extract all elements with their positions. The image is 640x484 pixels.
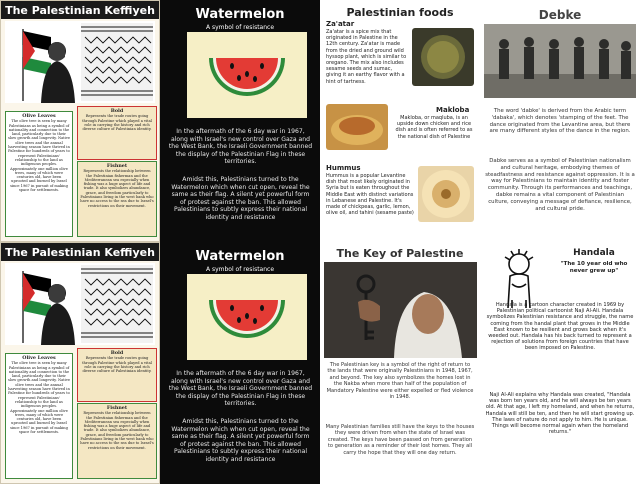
watermelon-illustration-2 — [187, 274, 307, 360]
keffiyeh-title-2: The Palestinian Keffiyeh — [5, 245, 155, 259]
foods-card — [320, 0, 480, 242]
makloba-text: Makloba, or maqluba, is an upside down chicken and rice dish and is often referred to as the national dish of Palestine — [395, 115, 473, 140]
keffiyeh-title: The Palestinian Keffiyeh — [5, 3, 155, 17]
watermelon-para-1: In the aftermath of the 6 day war in 1967, along with Israel's new control over Gaza and the West Bank, the Israeli Government banned the display of the Palestinian Flag in these territories. — [168, 128, 313, 166]
watermelon-title-2: Watermelon — [195, 249, 285, 264]
foods-title: Palestinian foods — [346, 6, 454, 19]
key-para-1: The Palestinian key is a symbol of the right of return to the lands that were originally Palestinians in 1948, 1967, and beyond. The key also symbolizes the homes lost in the Nakba when more than half of the population of Mandatory Palestine were either expelled or fled violence in 1948. — [326, 362, 474, 401]
key-title: The Key of Palestine — [336, 247, 464, 260]
keffiyeh-pattern-icon-2 — [81, 265, 153, 343]
zaatar-text: Za'atar is a spice mix that originated in Palestine in the 12th century. Za'atar is made from the dried and ground wild hyssop plant, which is similar to oregano. The mix also includes sesame seeds and sumac, giving it an earthy flavor with a hint of tartness. — [326, 29, 407, 85]
keffiyeh-illustration — [5, 21, 155, 103]
debke-para-2: Dabke serves as a symbol of Palestinian nationalism and cultural heritage, embodying themes of steadfastness and resistance against oppression. It is a way for Palestinians to maintain identity and foster community. Through its performances and teachings, dabke remains a vital component of Palestinian culture, conveying a message of defiance, resilience, and cultural pride. — [485, 158, 635, 212]
olive-title-2: Olive Leaves — [22, 355, 56, 361]
olive-leaves-box — [5, 111, 73, 237]
hummus-title: Hummus — [326, 164, 361, 172]
hummus-plate-icon — [418, 166, 474, 222]
debke-para-1: The word 'dabke' is derived from the Arabic term 'dabaka', which denotes 'stamping of the feet. The dance originated from the Levantine area, but there are many different styles of the dance in the region. — [489, 108, 631, 135]
watermelon-para-2: Amidst this, Palestinians turned to the Watermelon which when cut open, reveal the same as their flag. A silent yet powerful form of protest against the ban. This allowed Palestinians to subtly express their national identity and resistance — [171, 176, 310, 221]
hummus-image — [418, 166, 474, 222]
rice-dish-icon — [326, 104, 388, 150]
handala-card — [480, 242, 640, 484]
watermelon-icon — [187, 32, 307, 118]
fishnet-text: Represents the relationship between the Palestinian fisherman and the Mediterranean sea especially when fishing was a huge aspect of life and trade. It also symbolizes abundance, grace, and freedom particularly to Palestinians living in the west bank who have no access to the sea due to Israel's restrictions on their movement. — [80, 169, 154, 208]
watermelon-subtitle-2: A symbol of resistance — [205, 266, 275, 273]
hummus-text: Hummus is a popular Levantine dish that most likely originated in Syria but is eaten throughout the Middle East with distinct variations in Lebanese and Palestine. It's made of chickpeas, garlic, lemon, olive oil, and tahini (sesame paste) — [326, 173, 414, 217]
watermelon-para-1-2: In the aftermath of the 6 day war in 1967, along with Israel's new control over Gaza and the West Bank, the Israeli Government banned the display of the Palestinian Flag in these territories. — [168, 370, 313, 408]
bold-box — [77, 106, 157, 160]
keffiyeh-header — [1, 1, 159, 19]
key-photo — [324, 262, 477, 358]
spice-bowl-icon — [412, 28, 474, 86]
debke-title: Debke — [538, 8, 582, 22]
watermelon-card — [160, 0, 320, 242]
makloba-title: Makloba — [436, 106, 470, 114]
bold-box-2 — [77, 348, 157, 402]
makloba-image — [326, 104, 388, 150]
debke-photo — [484, 24, 636, 98]
olive-leaves-box-2 — [5, 353, 73, 479]
keffiyeh-header-2 — [1, 243, 159, 261]
zaatar-title: Za'atar — [326, 20, 355, 28]
key-para-2: Many Palestinian families still have the keys to the houses they were driven from when the state of Israel was created. The keys have been passed on from generation to generation as a reminder of their lost homes. They all carry the hope that they will one day return. — [325, 424, 475, 456]
bold-text: Represents the trade routes going through Palestine which played a vital role in carrying the history and rich diverse culture of Palestinian identity. — [82, 114, 152, 132]
handala-subtitle: "The 10 year old who never grew up" — [560, 261, 628, 274]
fishnet-title: Fishnet — [106, 163, 128, 169]
handala-para-2: Naji Al-Ali explains why Handala was created, "Handala was born ten years old, and he will always be ten years old. At that age, I left my homeland, and when he returns, Handala will still be ten, and then he will start growing up. The laws of nature do not apply to him. He is unique. Things will become normal again when the homeland returns." — [485, 392, 635, 436]
keffiyeh-pattern-icon — [81, 23, 153, 101]
watermelon-title: Watermelon — [195, 7, 285, 22]
fishnet-box — [77, 161, 157, 237]
zaatar-image — [412, 28, 474, 86]
keffiyeh-card-2 — [0, 242, 160, 484]
elderly-woman-with-key-icon — [324, 262, 477, 358]
dancers-icon — [484, 24, 636, 98]
watermelon-icon-2 — [187, 274, 307, 360]
handala-para-1: Handala is a cartoon character created in 1969 by Palestinian political cartoonist Naji Al-Ali. Handala symbolizes Palestinian resistance and struggle, the name coming from the handal plant that grows in the Middle East known to be resilient and grows back when it's weeded out. Handala has his back turned to represent a rejection of solutions from foreign countries that have been imposed on Palestine. — [486, 302, 634, 352]
debke-card — [480, 0, 640, 242]
key-card — [320, 242, 480, 484]
watermelon-subtitle: A symbol of resistance — [205, 24, 275, 31]
handala-title: Handala — [573, 248, 615, 258]
watermelon-illustration — [187, 32, 307, 118]
olive-text-2: The olive tree is seen by many Palestinians as being a symbol of nationality and connection to the land, particularly due to their slow growth and longevity. Native olive trees and the annual harvesting season have thrived in Palestine for hundreds of years to represent Palestinians' relationship to the land as indigenous peoples. Approximately one million olive trees, many of which were centuries old, have been uprooted and burned by Israel since 1967 in pursuit of making space for settlements. — [8, 361, 70, 435]
watermelon-card-2 — [160, 242, 320, 484]
watermelon-para-2-2: Amidst this, Palestinians turned to the Watermelon which when cut open, reveal the same as their flag. A silent yet powerful form of protest against the ban. This allowed Palestinians to subtly express their national identity and resistance — [171, 418, 310, 463]
bold-title-2: Bold — [110, 350, 124, 356]
bold-text-2: Represents the trade routes going through Palestine which played a vital role in carrying the history and rich diverse culture of Palestinian identity. — [82, 356, 152, 374]
keffiyeh-card — [0, 0, 160, 242]
fishnet-text-2: Represents the relationship between the Palestinian fisherman and the Mediterranean sea especially when fishing was a huge aspect of life and trade. It also symbolizes abundance, grace, and freedom particularly to Palestinians living in the west bank who have no access to the sea due to Israel's restrictions on their movement. — [80, 411, 154, 450]
olive-title: Olive Leaves — [22, 113, 56, 119]
bold-title: Bold — [110, 108, 124, 114]
keffiyeh-illustration-2 — [5, 263, 155, 345]
handala-figure-icon — [488, 248, 550, 310]
fishnet-title-2: Fishnet — [106, 405, 128, 411]
olive-text: The olive tree is seen by many Palestinians as being a symbol of nationality and connection to the land, particularly due to their slow growth and longevity. Native olive trees and the annual harvesting season have thrived in Palestine for hundreds of years to represent Palestinians' relationship to the land as indigenous peoples. Approximately one million olive trees, many of which were centuries old, have been uprooted and burned by Israel since 1967 in pursuit of making space for settlements. — [8, 119, 70, 193]
fishnet-box-2 — [77, 403, 157, 479]
